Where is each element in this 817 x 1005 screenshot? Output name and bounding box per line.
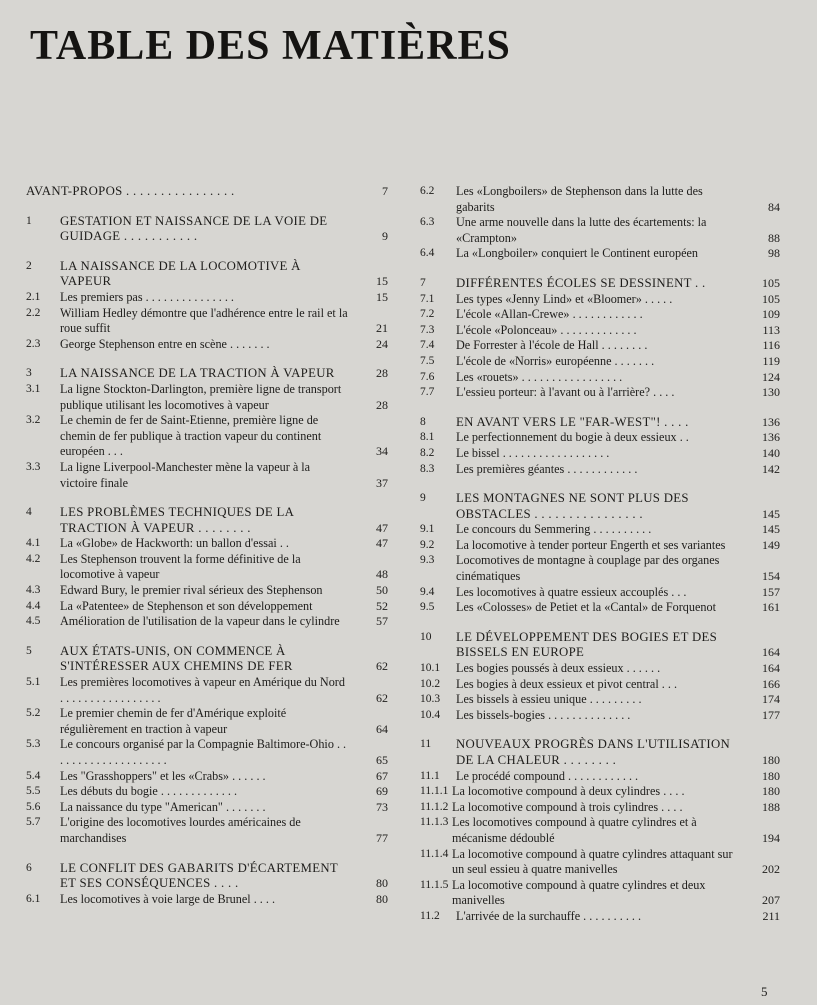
toc-entry-page: 109 xyxy=(762,307,780,322)
toc-entry-number: 7.1 xyxy=(420,292,435,305)
toc-entry-number: 3 xyxy=(26,367,32,380)
toc-entry-title: LE DÉVELOPPEMENT DES BOGIES ET DES BISSELS EN EUROPE xyxy=(456,629,718,660)
toc-chapter-heading xyxy=(420,630,780,661)
toc-entry xyxy=(420,784,780,800)
toc-entry-page: 202 xyxy=(762,862,780,877)
toc-entry-number: 7.4 xyxy=(420,339,435,352)
page-number: 5 xyxy=(761,984,768,999)
toc-entry-title: L'essieu porteur: à l'avant ou à l'arrière? . . . . xyxy=(456,385,675,400)
toc-entry-page: 166 xyxy=(762,676,780,691)
toc-entry xyxy=(420,246,780,262)
toc-entry xyxy=(26,337,388,353)
toc-entry xyxy=(26,583,388,599)
toc-entry-number: 9.5 xyxy=(420,601,435,614)
toc-entry-title: Les "Grasshoppers" et les «Crabs» . . . . . . xyxy=(60,768,266,783)
toc-entry-title: Amélioration de l'utilisation de la vapeur dans le cylindre xyxy=(60,614,340,629)
toc-entry-title: Les premières locomotives à vapeur en Amérique du Nord . . . . . . . . . . . . . . . . . xyxy=(60,675,345,705)
toc-section xyxy=(26,259,388,353)
toc-entry-number: 4.3 xyxy=(26,584,41,597)
toc-entry-page: 142 xyxy=(762,461,780,476)
toc-entry-title: Le bissel . . . . . . . . . . . . . . . . . . xyxy=(456,445,610,460)
toc-entry-title: L'arrivée de la surchauffe . . . . . . . . . . xyxy=(456,908,642,923)
toc-entry xyxy=(420,769,780,785)
toc-entry-title: Les premières géantes . . . . . . . . . . . . xyxy=(456,461,638,476)
toc-entry xyxy=(26,769,388,785)
toc-entry xyxy=(26,552,388,583)
toc-entry-page: 105 xyxy=(762,291,780,306)
toc-entry-number: 6.1 xyxy=(26,892,41,905)
toc-entry-page: 113 xyxy=(762,322,780,337)
toc-entry-number: 3.2 xyxy=(26,414,41,427)
toc-entry-page: 28 xyxy=(376,397,388,412)
toc-entry-page: 73 xyxy=(376,799,388,814)
toc-entry xyxy=(26,706,388,737)
toc-entry-number: 6 xyxy=(26,861,32,874)
toc-entry-page: 207 xyxy=(762,893,780,908)
toc-entry-title: L'école de «Norris» européenne . . . . . . . xyxy=(456,353,655,368)
toc-entry-page: 140 xyxy=(762,445,780,460)
toc-chapter-heading xyxy=(26,505,388,536)
toc-entry-number: 4.1 xyxy=(26,537,41,550)
toc-entry xyxy=(420,184,780,215)
toc-section xyxy=(420,630,780,724)
toc-section xyxy=(26,214,388,245)
toc-entry xyxy=(420,800,780,816)
toc-entry-title: Les types «Jenny Lind» et «Bloomer» . . . . . xyxy=(456,291,673,306)
toc-entry-title: LA NAISSANCE DE LA TRACTION À VAPEUR xyxy=(60,366,335,381)
toc-entry-number: 11.1.4 xyxy=(420,847,449,860)
toc-entry xyxy=(420,292,780,308)
toc-entry-title: LES MONTAGNES NE SONT PLUS DES OBSTACLES . . . . . . . . . . . . . . . . xyxy=(456,491,689,521)
toc-entry-title: LA NAISSANCE DE LA LOCOMOTIVE À VAPEUR xyxy=(60,258,301,289)
toc-entry xyxy=(26,892,388,908)
toc-entry-page: 15 xyxy=(376,289,388,304)
toc-entry-page: 154 xyxy=(762,569,780,584)
toc-entry xyxy=(420,538,780,554)
toc-entry-page: 194 xyxy=(762,830,780,845)
toc-section xyxy=(420,737,780,924)
toc-entry-page: 28 xyxy=(376,366,388,381)
toc-entry-page: 145 xyxy=(762,506,780,521)
toc-section xyxy=(26,366,388,491)
toc-entry-title: William Hedley démontre que l'adhérence entre le rail et la roue suffit xyxy=(60,305,348,336)
toc-entry xyxy=(420,661,780,677)
toc-chapter-heading xyxy=(26,366,388,382)
toc-entry xyxy=(420,585,780,601)
toc-entry-page: 98 xyxy=(768,246,780,261)
toc-entry-title: Les bissels à essieu unique . . . . . . . . . xyxy=(456,692,642,707)
toc-entry xyxy=(420,307,780,323)
toc-entry xyxy=(420,677,780,693)
toc-entry-number: 3.3 xyxy=(26,460,41,473)
toc-entry-title: La locomotive compound à trois cylindres . . . . xyxy=(452,799,683,814)
toc-chapter-heading xyxy=(26,861,388,892)
toc-entry-page: 65 xyxy=(376,753,388,767)
toc-entry-number: 9 xyxy=(420,492,426,505)
toc-chapter-heading xyxy=(420,737,780,768)
toc-entry-page: 48 xyxy=(376,567,388,582)
toc-section xyxy=(26,861,388,908)
toc-entry-number: 7.3 xyxy=(420,323,435,336)
toc-entry xyxy=(26,460,388,491)
toc-entry-number: 9.1 xyxy=(420,523,435,536)
toc-entry-page: 174 xyxy=(762,692,780,707)
toc-entry xyxy=(420,522,780,538)
toc-entry-page: 84 xyxy=(768,199,780,214)
toc-entry-title: Locomotives de montagne à couplage par des organes cinématiques xyxy=(456,553,720,584)
toc-entry xyxy=(26,599,388,615)
toc-right-column xyxy=(420,184,780,939)
toc-entry-page: 15 xyxy=(376,274,388,289)
toc-entry xyxy=(420,692,780,708)
toc-entry-page: 69 xyxy=(376,784,388,799)
toc-entry-number: 11.1 xyxy=(420,769,440,782)
toc-entry-number: 7.6 xyxy=(420,370,435,383)
toc-entry-title: LE CONFLIT DES GABARITS D'ÉCARTEMENT ET SES CONSÉQUENCES . . . . xyxy=(60,860,338,891)
toc-entry-title: Les «Longboilers» de Stephenson dans la lutte des gabarits xyxy=(456,184,703,214)
toc-entry-title: La locomotive compound à quatre cylindres et deux manivelles xyxy=(452,877,706,908)
toc-entry-page: 21 xyxy=(376,321,388,336)
toc-entry-number: 5.2 xyxy=(26,707,41,720)
toc-entry-title: Le perfectionnement du bogie à deux essieux . . xyxy=(456,430,689,445)
toc-entry-title: La naissance du type "American" . . . . . . . xyxy=(60,799,266,814)
toc-entry-title: EN AVANT VERS LE "FAR-WEST"! . . . . xyxy=(456,414,689,429)
toc-entry-number: 5.3 xyxy=(26,738,41,751)
toc-entry xyxy=(420,385,780,401)
toc-entry-number: 8.1 xyxy=(420,431,435,444)
toc-entry-page: 80 xyxy=(376,876,388,891)
toc-entry-page: 64 xyxy=(376,721,388,736)
toc-entry-number: 7.7 xyxy=(420,386,435,399)
toc-entry-number: 8 xyxy=(420,415,426,428)
toc-entry xyxy=(420,708,780,724)
toc-entry-number: 10.3 xyxy=(420,693,441,706)
toc-entry-title: Les locomotives à quatre essieux accouplés . . . xyxy=(456,584,687,599)
toc-entry-number: 2.3 xyxy=(26,337,41,350)
toc-entry-number: 10 xyxy=(420,630,432,643)
toc-chapter-heading xyxy=(26,184,388,200)
toc-entry-title: AVANT-PROPOS . . . . . . . . . . . . . . . . xyxy=(26,184,235,198)
toc-entry xyxy=(420,446,780,462)
toc-entry xyxy=(26,413,388,460)
toc-entry-number: 9.4 xyxy=(420,585,435,598)
toc-entry-number: 6.3 xyxy=(420,216,435,229)
page-title: TABLE DES MATIÈRES xyxy=(30,23,511,69)
toc-entry-title: Le premier chemin de fer d'Amérique exploité régulièrement en traction à vapeur xyxy=(60,706,287,736)
toc-section xyxy=(26,644,388,847)
toc-entry-title: Le concours du Semmering . . . . . . . . . . xyxy=(456,522,652,537)
toc-entry-title: Les bogies poussés à deux essieux . . . . . . xyxy=(456,661,661,676)
toc-entry-page: 47 xyxy=(376,536,388,551)
toc-entry-number: 5.6 xyxy=(26,800,41,813)
toc-entry-title: George Stephenson entre en scène . . . . . . . xyxy=(60,336,270,351)
toc-entry-page: 57 xyxy=(376,614,388,629)
toc-entry-number: 7.5 xyxy=(420,354,435,367)
toc-chapter-heading xyxy=(420,491,780,522)
toc-entry-number: 5 xyxy=(26,644,32,657)
toc-entry-title: Une arme nouvelle dans la lutte des écartements: la «Crampton» xyxy=(456,215,707,245)
toc-entry xyxy=(26,306,388,337)
toc-entry-number: 9.2 xyxy=(420,538,435,551)
toc-entry-number: 11.1.1 xyxy=(420,785,449,798)
toc-entry-page: 80 xyxy=(376,891,388,906)
toc-entry-title: Le chemin de fer de Saint-Etienne, première ligne de chemin de fer publique à traction vapeur du continent européen . . . xyxy=(60,413,322,459)
toc-entry-number: 9.3 xyxy=(420,554,435,567)
toc-chapter-heading xyxy=(420,276,780,292)
toc-entry-page: 62 xyxy=(376,690,388,705)
toc-entry-number: 11.1.3 xyxy=(420,816,449,829)
toc-left-column xyxy=(26,184,388,921)
toc-entry-number: 10.1 xyxy=(420,662,441,675)
toc-entry-page: 24 xyxy=(376,336,388,351)
toc-entry-title: Les locomotives à voie large de Brunel . . . . xyxy=(60,891,276,906)
toc-entry-title: Les locomotives compound à quatre cylindres et à mécanisme dédoublé xyxy=(452,815,697,845)
toc-section xyxy=(420,415,780,477)
toc-entry-title: La «Patentee» de Stephenson et son développement xyxy=(60,598,313,613)
toc-entry-title: Les Stephenson trouvent la forme définitive de la locomotive à vapeur xyxy=(60,551,301,582)
toc-section xyxy=(26,505,388,630)
toc-entry-page: 77 xyxy=(376,830,388,845)
toc-entry xyxy=(420,354,780,370)
toc-entry xyxy=(26,675,388,706)
toc-entry xyxy=(420,323,780,339)
toc-entry-number: 3.1 xyxy=(26,382,41,395)
toc-entry-page: 136 xyxy=(762,414,780,429)
toc-entry-title: Les «rouets» . . . . . . . . . . . . . . . . . xyxy=(456,369,623,384)
toc-entry xyxy=(26,290,388,306)
toc-section xyxy=(420,184,780,262)
toc-entry-title: L'origine des locomotives lourdes américaines de marchandises xyxy=(60,815,301,845)
toc-entry-number: 2.1 xyxy=(26,290,41,303)
toc-section xyxy=(26,184,388,200)
toc-entry-number: 4.4 xyxy=(26,599,41,612)
toc-entry-page: 67 xyxy=(376,768,388,783)
toc-entry-number: 11.1.2 xyxy=(420,800,449,813)
toc-entry-page: 37 xyxy=(376,475,388,490)
toc-entry-title: La ligne Stockton-Darlington, première ligne de transport publique utilisant les locomotives à vapeur xyxy=(60,381,342,412)
toc-entry-title: La ligne Liverpool-Manchester mène la vapeur à la victoire finale xyxy=(60,459,311,490)
toc-entry-title: NOUVEAUX PROGRÈS DANS L'UTILISATION DE LA CHALEUR . . . . . . . . xyxy=(456,737,731,767)
toc-entry-page: 88 xyxy=(768,230,780,245)
toc-entry-number: 11.1.5 xyxy=(420,878,449,891)
toc-entry-title: Le concours organisé par la Compagnie Baltimore-Ohio . . . . . . . . . . . . . . . . . . . . xyxy=(60,737,347,767)
toc-entry-number: 5.1 xyxy=(26,676,41,689)
toc-entry-page: 9 xyxy=(382,229,388,244)
toc-entry xyxy=(26,382,388,413)
toc-entry-page: 47 xyxy=(376,520,388,535)
toc-entry xyxy=(26,614,388,630)
toc-entry-number: 4.5 xyxy=(26,615,41,628)
toc-entry xyxy=(420,600,780,616)
toc-entry-page: 188 xyxy=(762,799,780,814)
toc-entry-number: 6.4 xyxy=(420,247,435,260)
toc-entry-number: 6.2 xyxy=(420,185,435,197)
toc-entry xyxy=(26,536,388,552)
toc-entry xyxy=(420,815,780,846)
toc-chapter-heading xyxy=(420,415,780,431)
toc-entry-page: 50 xyxy=(376,583,388,598)
toc-entry-page: 211 xyxy=(762,908,780,923)
toc-entry-title: DIFFÉRENTES ÉCOLES SE DESSINENT . . xyxy=(456,275,706,290)
toc-entry-title: La locomotive compound à deux cylindres . . . . xyxy=(452,784,685,799)
toc-entry-title: De Forrester à l'école de Hall . . . . . . . . xyxy=(456,338,648,353)
toc-entry xyxy=(26,800,388,816)
toc-entry-page: 136 xyxy=(762,430,780,445)
toc-entry-title: La «Longboiler» conquiert le Continent européen xyxy=(456,246,698,261)
toc-entry-number: 11 xyxy=(420,738,432,751)
toc-entry-number: 2 xyxy=(26,259,32,272)
toc-entry xyxy=(26,815,388,846)
toc-entry-number: 8.2 xyxy=(420,446,435,459)
toc-entry-page: 180 xyxy=(762,753,780,767)
toc-entry-page: 180 xyxy=(762,768,780,783)
toc-entry xyxy=(420,878,780,909)
toc-entry-title: GESTATION ET NAISSANCE DE LA VOIE DE GUIDAGE . . . . . . . . . . . xyxy=(60,213,328,244)
toc-entry xyxy=(420,215,780,246)
toc-entry-title: La locomotive à tender porteur Engerth et ses variantes xyxy=(456,537,726,552)
toc-entry xyxy=(26,737,388,768)
toc-entry xyxy=(420,462,780,478)
toc-entry-page: 164 xyxy=(762,645,780,660)
toc-entry-page: 34 xyxy=(376,444,388,459)
toc-entry-page: 119 xyxy=(762,353,780,368)
toc-entry xyxy=(420,847,780,878)
toc-entry-title: L'école «Polonceau» . . . . . . . . . . . . . xyxy=(456,322,637,337)
toc-entry-title: LES PROBLÈMES TECHNIQUES DE LA TRACTION À VAPEUR . . . . . . . . xyxy=(60,505,294,535)
toc-entry-page: 157 xyxy=(762,584,780,599)
toc-entry-page: 52 xyxy=(376,598,388,613)
toc-entry-page: 7 xyxy=(382,184,388,198)
toc-entry xyxy=(26,784,388,800)
toc-entry-title: La «Globe» de Hackworth: un ballon d'essai . . xyxy=(60,536,289,551)
toc-entry-number: 2.2 xyxy=(26,306,41,319)
toc-entry-number: 4.2 xyxy=(26,552,41,565)
toc-entry-number: 7.2 xyxy=(420,308,435,321)
toc-entry-page: 145 xyxy=(762,522,780,537)
toc-entry xyxy=(420,553,780,584)
toc-entry-page: 177 xyxy=(762,707,780,722)
toc-section xyxy=(420,276,780,401)
toc-entry-title: Les débuts du bogie . . . . . . . . . . . . . xyxy=(60,784,238,799)
toc-entry-page: 180 xyxy=(762,784,780,799)
toc-entry-title: Les «Colosses» de Petiet et la «Cantal» de Forquenot xyxy=(456,600,716,615)
toc-entry-number: 8.3 xyxy=(420,462,435,475)
toc-entry-number: 10.2 xyxy=(420,677,441,690)
toc-entry xyxy=(420,430,780,446)
toc-chapter-heading xyxy=(26,259,388,290)
toc-entry-number: 7 xyxy=(420,276,426,289)
toc-entry-page: 62 xyxy=(376,659,388,674)
toc-section xyxy=(420,491,780,616)
toc-entry-title: Les premiers pas . . . . . . . . . . . . . . . xyxy=(60,289,234,304)
toc-entry-title: Les bissels-bogies . . . . . . . . . . . . . . xyxy=(456,707,631,722)
toc-entry-number: 10.4 xyxy=(420,708,441,721)
toc-entry-page: 164 xyxy=(762,661,780,676)
toc-entry-page: 116 xyxy=(762,338,780,353)
toc-entry-page: 149 xyxy=(762,537,780,552)
toc-chapter-heading xyxy=(26,214,388,245)
toc-entry-number: 1 xyxy=(26,214,32,227)
toc-entry-page: 105 xyxy=(762,275,780,290)
toc-entry xyxy=(420,338,780,354)
toc-chapter-heading xyxy=(26,644,388,675)
toc-entry-number: 4 xyxy=(26,506,32,519)
toc-entry xyxy=(420,909,780,925)
toc-entry-title: Le procédé compound . . . . . . . . . . . . xyxy=(456,768,639,783)
toc-entry xyxy=(420,370,780,386)
toc-entry-page: 161 xyxy=(762,600,780,615)
toc-entry-number: 5.7 xyxy=(26,816,41,829)
toc-entry-page: 124 xyxy=(762,369,780,384)
toc-entry-title: Edward Bury, le premier rival sérieux des Stephenson xyxy=(60,583,323,598)
toc-entry-number: 5.4 xyxy=(26,769,41,782)
toc-entry-title: La locomotive compound à quatre cylindres attaquant sur un seul essieu à quatre manivelles xyxy=(452,846,733,877)
toc-entry-number: 11.2 xyxy=(420,909,440,922)
toc-entry-title: AUX ÉTATS-UNIS, ON COMMENCE À S'INTÉRESSER AUX CHEMINS DE FER xyxy=(60,643,293,674)
toc-entry-page: 130 xyxy=(762,385,780,400)
toc-entry-title: Les bogies à deux essieux et pivot central . . . xyxy=(456,676,678,691)
toc-entry-title: L'école «Allan-Crewe» . . . . . . . . . . . . xyxy=(456,307,643,322)
toc-entry-number: 5.5 xyxy=(26,785,41,798)
